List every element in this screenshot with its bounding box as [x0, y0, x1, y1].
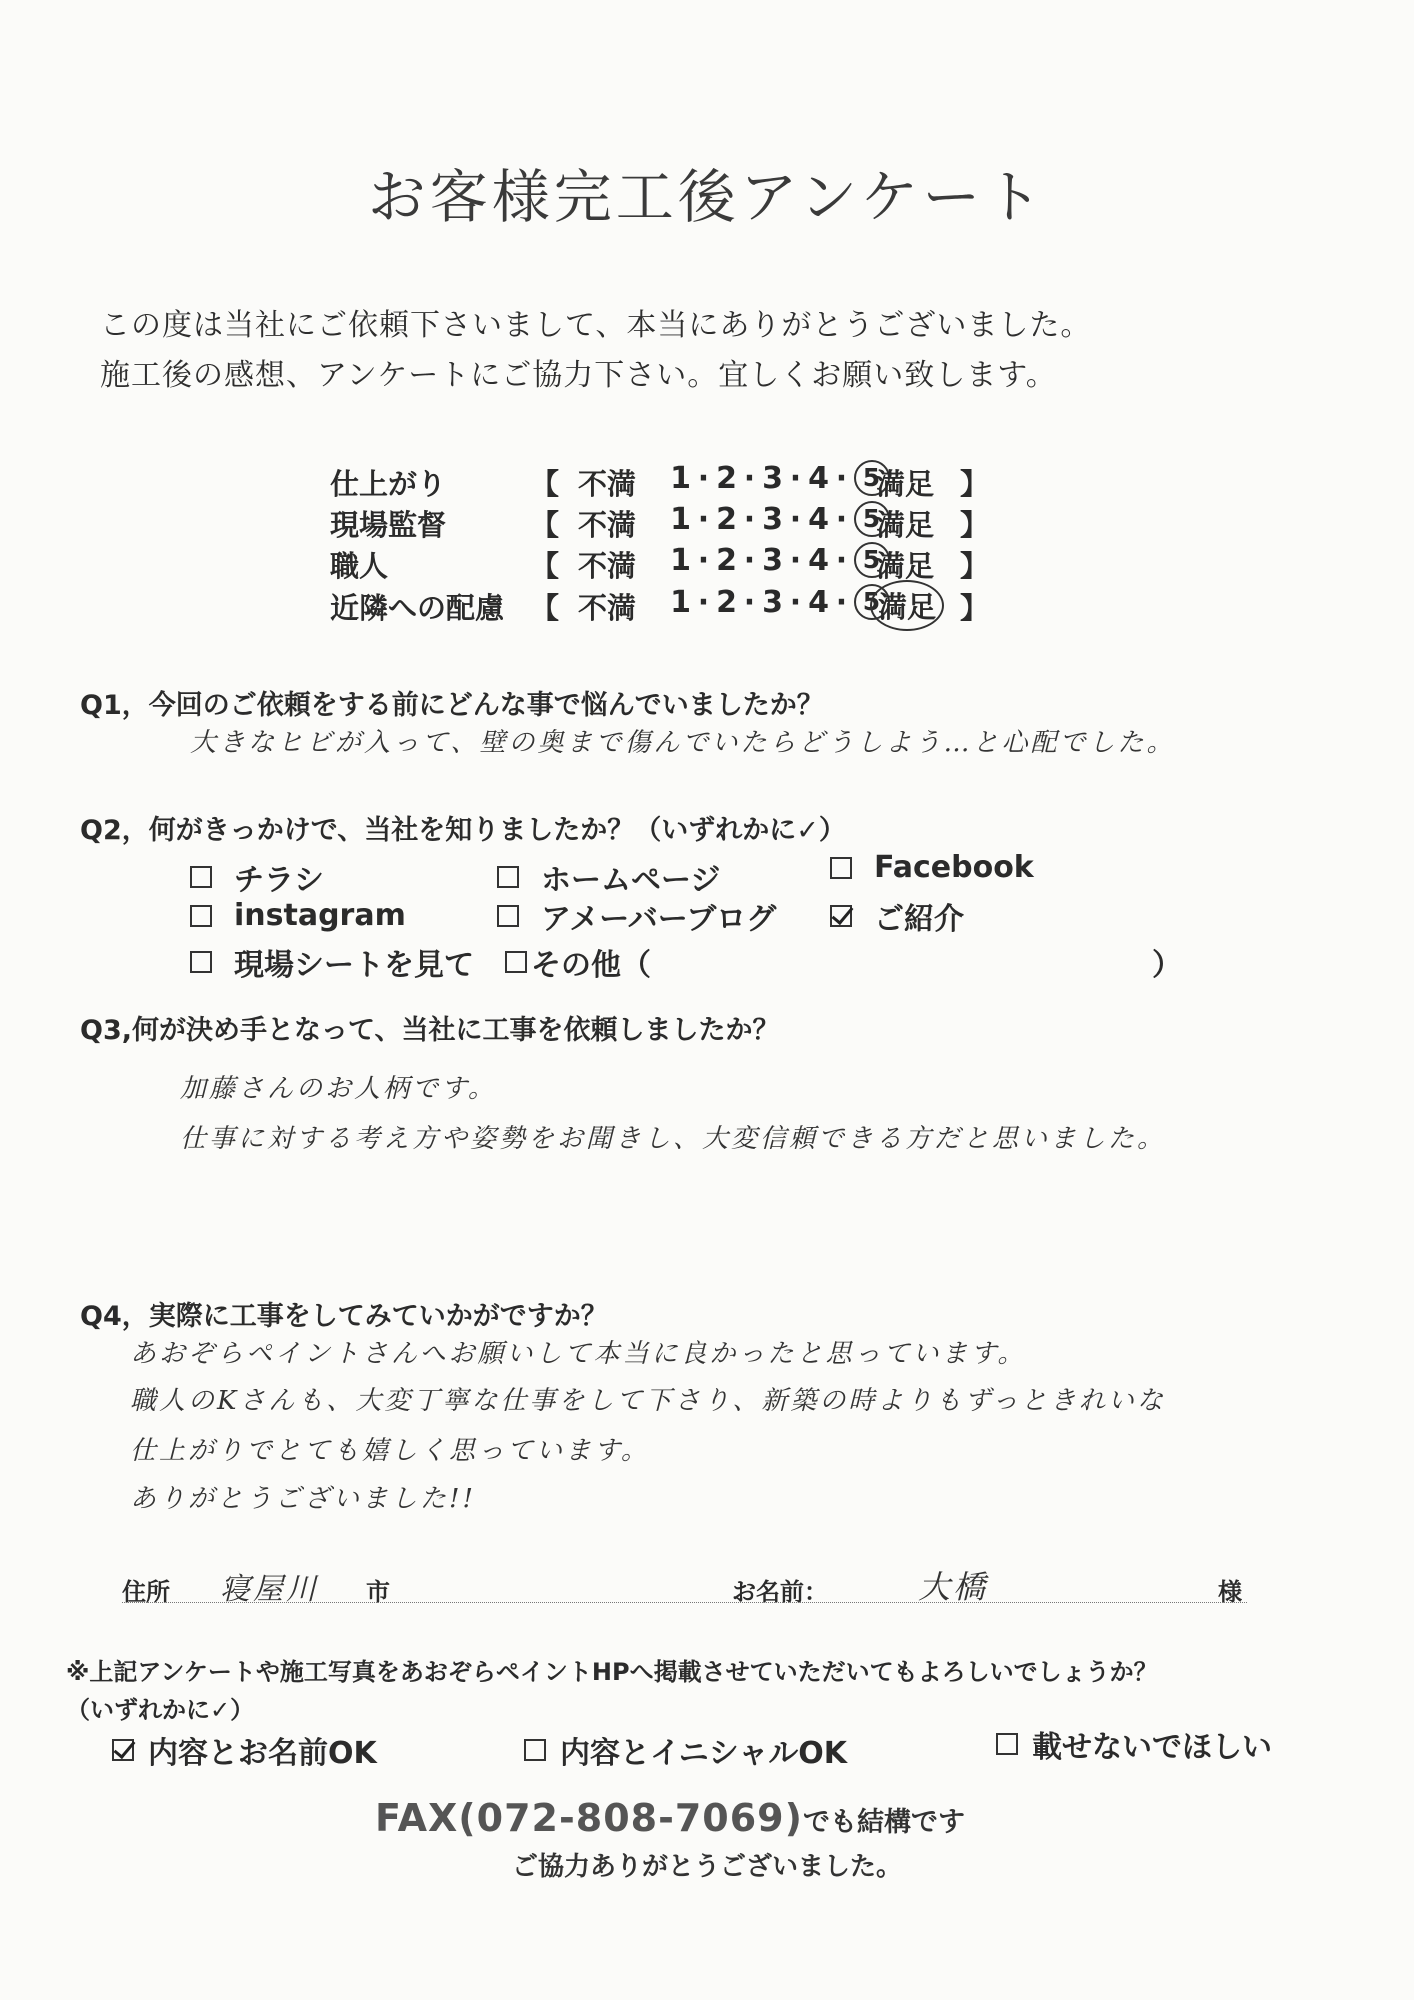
rating-scale-craftsman: 1 · 2 · 3 · 4 · 5	[668, 542, 890, 578]
option-label: 載せないでほしい	[1032, 1730, 1272, 1765]
rating-bad-label: 不満	[578, 508, 637, 542]
q2-option-ameba-blog[interactable]	[497, 894, 776, 938]
q2-option-site-sheet[interactable]	[190, 940, 474, 984]
rating-bad-label: 不満	[578, 591, 637, 625]
scale-3[interactable]: 3	[762, 501, 784, 537]
checkbox[interactable]	[996, 1733, 1018, 1755]
q4-answer-line-3: 仕上がりでとても嬉しく思っています。	[130, 1436, 650, 1466]
name-label: お名前：	[732, 1578, 828, 1606]
checkbox[interactable]	[190, 951, 212, 973]
consent-question: ※上記アンケートや施工写真をあおぞらペイントHPへ掲載させていただいてもよろしいでしょうか？	[66, 1658, 1158, 1686]
rating-bad-label: 不満	[578, 549, 637, 583]
checkbox-checked[interactable]	[112, 1739, 134, 1761]
rating-bracket-close: 】	[960, 549, 990, 583]
checkbox[interactable]	[497, 905, 519, 927]
option-label: 内容とお名前OK	[148, 1736, 377, 1771]
checkbox[interactable]	[190, 866, 212, 888]
q2-option-flyer[interactable]	[190, 855, 324, 899]
scale-2[interactable]: 2	[716, 542, 738, 578]
address-label: 住所	[122, 1578, 170, 1606]
scale-1[interactable]: 1	[670, 501, 692, 537]
checkbox[interactable]	[524, 1739, 546, 1761]
scale-4[interactable]: 4	[808, 542, 830, 578]
scale-5-selected[interactable]: 5	[854, 501, 890, 537]
consent-option-do-not-post[interactable]	[996, 1722, 1272, 1766]
scale-3[interactable]: 3	[762, 584, 784, 620]
checkbox[interactable]	[830, 857, 852, 879]
option-label: アメーバーブログ	[541, 902, 777, 937]
rating-bracket-open: 【	[530, 508, 560, 542]
rating-label-supervisor: 現場監督	[330, 508, 447, 542]
q4-answer-line-2: 職人のKさんも、大変丁寧な仕事をして下さり、新築の時よりもずっときれいな	[130, 1386, 1166, 1416]
address-value: 寝屋川	[220, 1572, 319, 1607]
q3-question: Q3,何が決め手となって、当社に工事を依頼しましたか？	[80, 1015, 780, 1046]
rating-bracket-close: 】	[960, 508, 990, 542]
scale-5-selected[interactable]: 5	[854, 542, 890, 578]
rating-good-label-circled: 満足	[870, 580, 944, 631]
consent-option-initial-ok[interactable]	[524, 1728, 847, 1772]
checkbox-checked[interactable]	[830, 905, 852, 927]
option-label: 現場シートを見て	[234, 948, 474, 983]
scale-5-selected[interactable]: 5	[854, 460, 890, 496]
honorific: 様	[1218, 1578, 1242, 1606]
q2-other-close: ）	[1152, 948, 1182, 983]
rating-bracket-open: 【	[530, 549, 560, 583]
scale-2[interactable]: 2	[716, 460, 738, 496]
option-label: その他（	[531, 948, 651, 983]
scale-1[interactable]: 1	[670, 460, 692, 496]
rating-bracket-close: 】	[960, 591, 990, 625]
rating-bracket-open: 【	[530, 591, 560, 625]
consent-hint: （いずれかに✓）	[66, 1696, 255, 1724]
q2-option-referral[interactable]	[830, 894, 964, 938]
closing-thanks: ご協力ありがとうございました。	[511, 1852, 902, 1882]
fax-number: FAX(072-808-7069)	[375, 1796, 803, 1840]
q4-question: Q4，実際に工事をしてみていかがですか？	[80, 1301, 608, 1332]
checkbox[interactable]	[497, 866, 519, 888]
scale-4[interactable]: 4	[808, 501, 830, 537]
fax-tail: でも結構です	[803, 1807, 965, 1838]
rating-label-neighbors: 近隣への配慮	[330, 591, 505, 625]
intro-line-1: この度は当社にご依頼下さいまして、本当にありがとうございました。	[100, 308, 1092, 343]
scale-4[interactable]: 4	[808, 584, 830, 620]
q1-answer: 大きなヒビが入って、壁の奥まで傷んでいたらどうしよう…と心配でした。	[190, 728, 1176, 758]
q3-answer-line-1: 加藤さんのお人柄です。	[180, 1074, 497, 1104]
rating-scale-neighbors: 1 · 2 · 3 · 4 · 5	[668, 584, 890, 620]
checkbox[interactable]	[190, 905, 212, 927]
intro-line-2: 施工後の感想、アンケートにご協力下さい。宜しくお願い致します。	[100, 358, 1057, 393]
rating-label-finish: 仕上がり	[330, 467, 447, 501]
option-label: instagram	[234, 898, 406, 933]
q4-answer-line-1: あおぞらペイントさんへお願いして本当に良かったと思っています。	[130, 1339, 1027, 1369]
scale-1[interactable]: 1	[670, 542, 692, 578]
option-label: チラシ	[234, 863, 324, 898]
q2-option-facebook[interactable]	[830, 850, 1034, 885]
address-suffix: 市	[366, 1578, 390, 1606]
rating-bracket-close: 】	[960, 467, 990, 501]
rating-bracket-open: 【	[530, 467, 560, 501]
option-label: ホームページ	[541, 863, 721, 898]
rating-bad-label: 不満	[578, 467, 637, 501]
rating-good-label: 満足	[876, 508, 935, 542]
page-title: お客様完工後アンケート	[367, 163, 1047, 231]
scale-2[interactable]: 2	[716, 584, 738, 620]
consent-option-name-ok[interactable]	[112, 1728, 377, 1772]
rating-scale-supervisor: 1 · 2 · 3 · 4 · 5	[668, 501, 890, 537]
q2-option-instagram[interactable]	[190, 898, 406, 933]
q1-question: Q1，今回のご依頼をする前にどんな事で悩んでいましたか？	[80, 690, 824, 721]
q2-option-homepage[interactable]	[497, 855, 720, 899]
address-underline	[122, 1602, 1247, 1603]
q4-answer-line-4: ありがとうございました!!	[130, 1484, 476, 1514]
scale-3[interactable]: 3	[762, 460, 784, 496]
option-label: ご紹介	[874, 902, 964, 937]
rating-good-label: 満足	[876, 467, 935, 501]
option-label: Facebook	[874, 850, 1034, 885]
rating-scale-finish: 1 · 2 · 3 · 4 · 5	[668, 460, 890, 496]
scale-3[interactable]: 3	[762, 542, 784, 578]
fax-line	[375, 1796, 965, 1840]
scale-5-selected[interactable]: 5	[854, 584, 890, 620]
q2-question: Q2，何がきっかけで、当社を知りましたか？（いずれかに✓）	[80, 815, 846, 846]
scale-2[interactable]: 2	[716, 501, 738, 537]
checkbox[interactable]	[505, 951, 527, 973]
q2-option-other[interactable]	[505, 940, 651, 984]
q3-answer-line-2: 仕事に対する考え方や姿勢をお聞きし、大変信頼できる方だと思いました。	[180, 1124, 1167, 1154]
rating-label-craftsman: 職人	[330, 549, 389, 583]
scale-4[interactable]: 4	[808, 460, 830, 496]
option-label: 内容とイニシャルOK	[560, 1736, 847, 1771]
name-value: 大橋	[918, 1568, 989, 1606]
rating-good-label: 満足	[876, 549, 935, 583]
scale-1[interactable]: 1	[670, 584, 692, 620]
